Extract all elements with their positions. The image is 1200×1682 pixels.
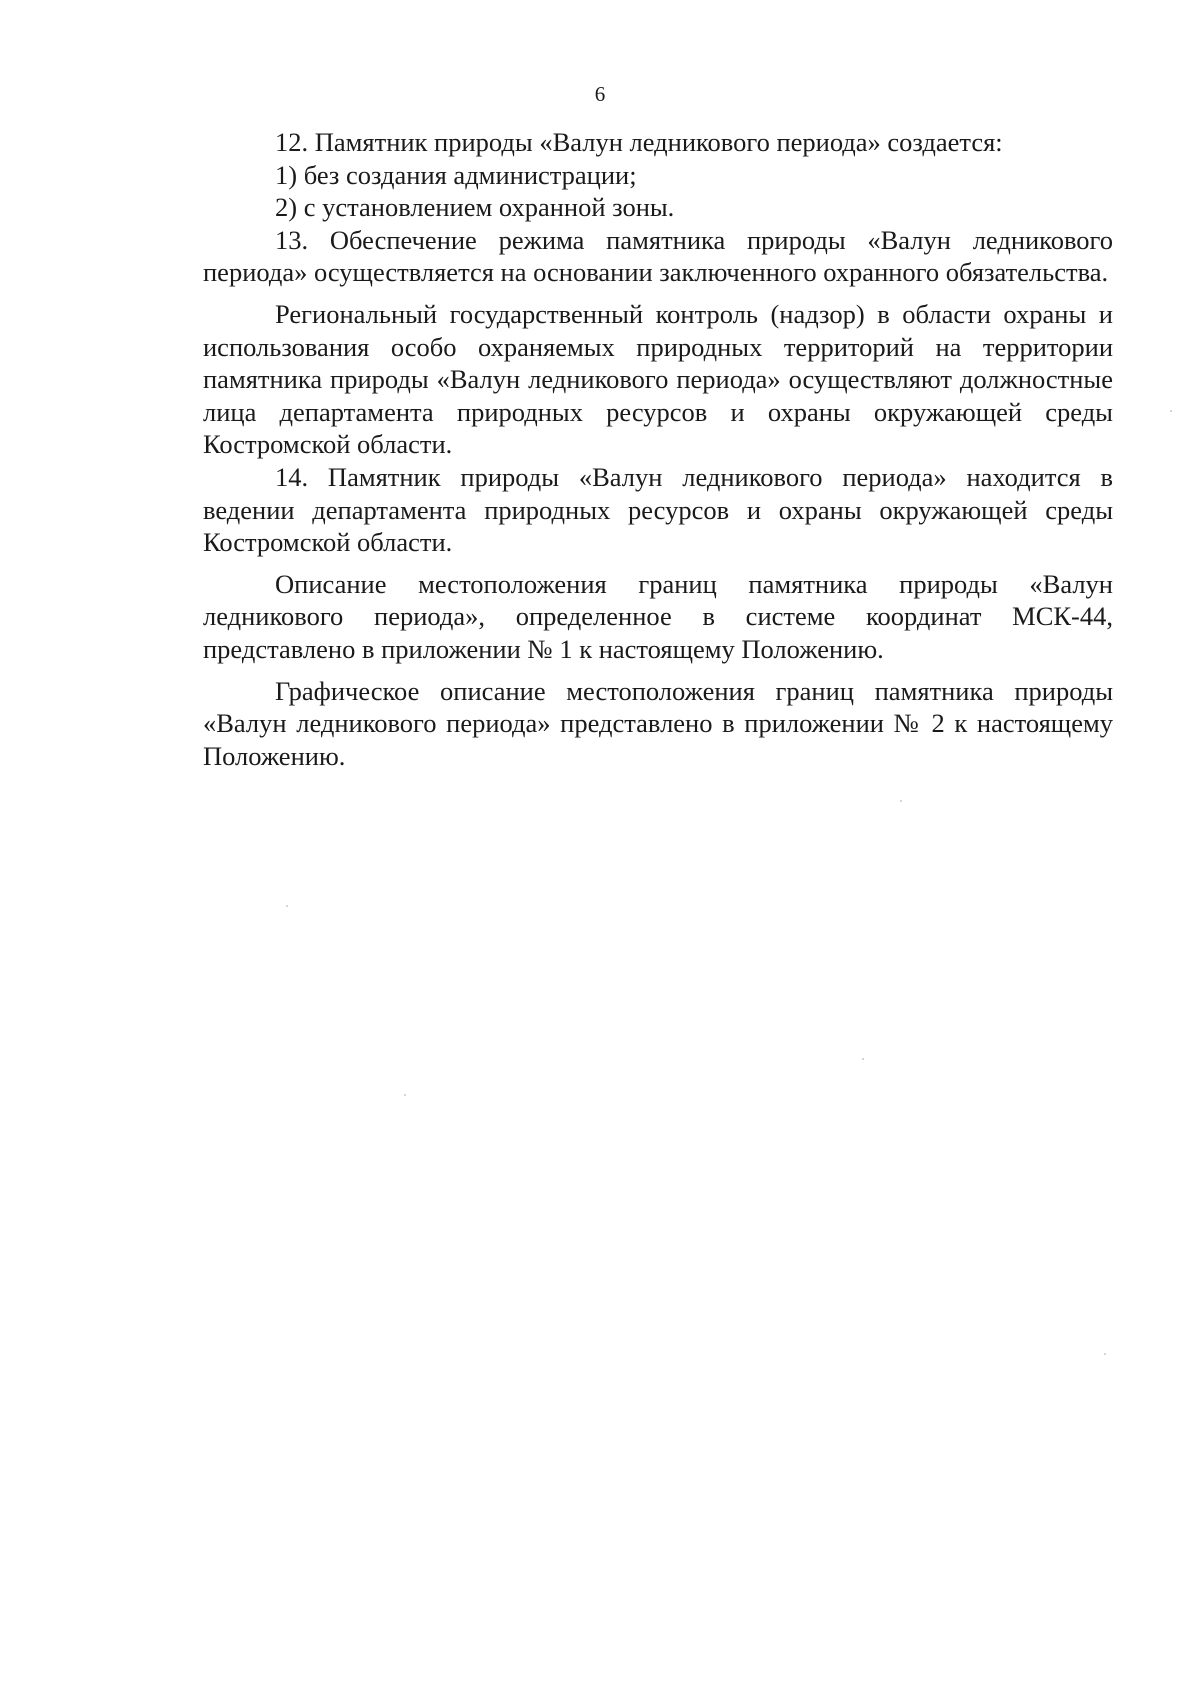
scan-speck [900,800,902,802]
scan-speck [404,1094,406,1096]
scan-speck [286,905,288,907]
scan-speck [1170,410,1172,412]
scan-speck [862,1058,864,1060]
paragraph-14: 14. Памятник природы «Валун ледникового периода» находится в ведении департамента природных ресурсов и охраны окружающей среды Костромской области. [203,461,1113,558]
scan-speck [1104,1353,1106,1355]
paragraph-graphic-description: Графическое описание местоположения границ памятника природы «Валун ледникового периода» представлено в приложении № 2 к настоящему Положению. [203,675,1113,771]
document-body [203,126,1113,772]
paragraph-12: 12. Памятник природы «Валун ледникового периода» создается: [275,127,1003,157]
list-item-1: 1) без создания администрации; [275,159,637,190]
paragraph-13: 13. Обеспечение режима памятника природы «Валун ледникового периода» осуществляется на основании заключенного охранного обязательства. [203,224,1113,288]
paragraph-boundary-description: Описание местоположения границ памятника природы «Валун ледникового периода», определенное в системе координат МСК-44, представлено в приложении № 1 к настоящему Положению. [203,568,1113,664]
page-number: 6 [594,82,606,106]
list-item-2: 2) с установлением охранной зоны. [275,192,675,223]
paragraph-regional-control: Региональный государственный контроль (надзор) в области охраны и использования особо охраняемых природных территорий на территории памятника природы «Валун ледникового периода» осуществляют должностные лица департамента природных ресурсов и охраны окружающей среды Костромской области. [203,298,1113,460]
